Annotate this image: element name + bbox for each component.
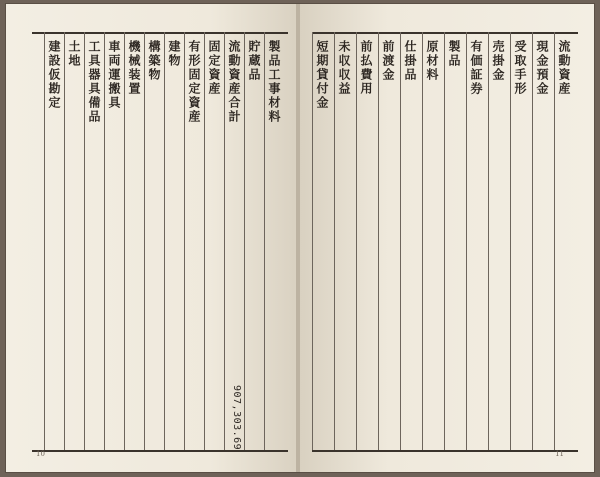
column-header: 有価証券 xyxy=(469,40,483,96)
column-header: 流動資産合計 xyxy=(227,40,241,124)
ledger-column xyxy=(64,4,86,472)
column-header: 未収収益 xyxy=(337,40,351,96)
column-header: 製品工事材料 xyxy=(267,40,281,124)
column-header: 建設仮勘定 xyxy=(47,40,61,110)
column-header: 製品 xyxy=(447,40,461,68)
column-rule xyxy=(44,32,45,450)
column-header: 建物 xyxy=(167,40,181,68)
ledger-column xyxy=(44,4,66,472)
ledger-column xyxy=(264,4,286,472)
column-rule xyxy=(378,32,379,450)
ledger-column xyxy=(356,4,378,472)
column-header: 売掛金 xyxy=(491,40,505,82)
ledger-column xyxy=(532,4,554,472)
column-rule xyxy=(400,32,401,450)
ledger-column xyxy=(422,4,444,472)
column-rule xyxy=(488,32,489,450)
ledger-column xyxy=(144,4,166,472)
column-amount: 907,303.69 xyxy=(231,384,242,450)
column-header: 原材料 xyxy=(425,40,439,82)
column-rule xyxy=(444,32,445,450)
left-page xyxy=(6,4,298,472)
book-spread xyxy=(6,4,594,472)
ledger-column xyxy=(124,4,146,472)
ledger-column xyxy=(378,4,400,472)
column-rule xyxy=(532,32,533,450)
column-rule xyxy=(334,32,335,450)
column-header: 流動資産 xyxy=(557,40,571,96)
ledger-column xyxy=(312,4,334,472)
ledger-column xyxy=(164,4,186,472)
column-header: 貯蔵品 xyxy=(247,40,261,82)
right-page-number: 11 xyxy=(555,450,564,458)
column-header: 土地 xyxy=(67,40,81,68)
ledger-column xyxy=(244,4,266,472)
column-header: 受取手形 xyxy=(513,40,527,96)
ledger-column xyxy=(184,4,206,472)
ledger-column xyxy=(224,4,246,472)
column-header: 前渡金 xyxy=(381,40,395,82)
left-page-number: 10 xyxy=(36,450,45,458)
column-header: 仕掛品 xyxy=(403,40,417,82)
column-rule xyxy=(466,32,467,450)
column-header: 短期貸付金 xyxy=(315,40,329,110)
ledger-column xyxy=(510,4,532,472)
column-header: 工具器具備品 xyxy=(87,40,101,124)
column-rule xyxy=(312,32,313,450)
column-header: 機械装置 xyxy=(127,40,141,96)
column-rule xyxy=(356,32,357,450)
ledger-column xyxy=(554,4,576,472)
column-header: 構築物 xyxy=(147,40,161,82)
ledger-column xyxy=(84,4,106,472)
ledger-column xyxy=(466,4,488,472)
column-header: 現金預金 xyxy=(535,40,549,96)
ledger-column xyxy=(444,4,466,472)
ledger-column xyxy=(334,4,356,472)
ledger-column xyxy=(104,4,126,472)
ledger-column xyxy=(204,4,226,472)
column-header: 前払費用 xyxy=(359,40,373,96)
column-header: 固定資産 xyxy=(207,40,221,96)
column-rule xyxy=(422,32,423,450)
ledger-column xyxy=(400,4,422,472)
column-header: 車両運搬具 xyxy=(107,40,121,110)
ledger-column xyxy=(488,4,510,472)
column-header: 有形固定資産 xyxy=(187,40,201,124)
column-rule xyxy=(554,32,555,450)
right-page xyxy=(300,4,594,472)
column-rule xyxy=(510,32,511,450)
